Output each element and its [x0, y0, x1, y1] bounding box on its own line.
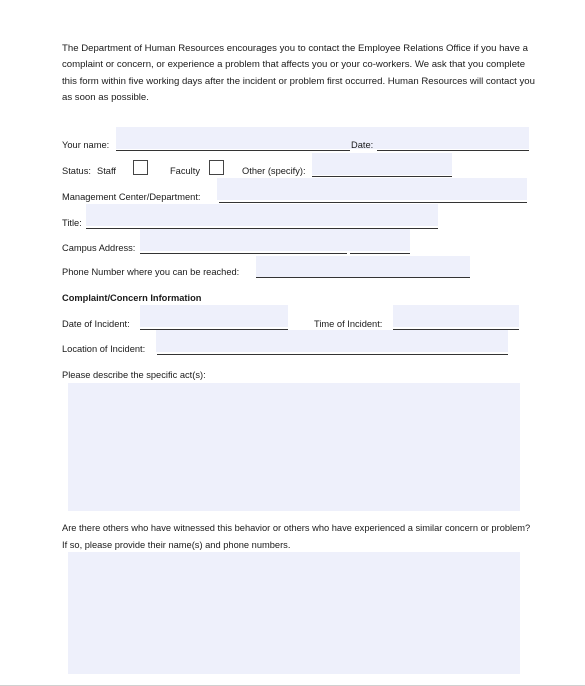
- campus-address-line-1: [140, 253, 347, 254]
- witness-textarea[interactable]: [68, 552, 520, 674]
- faculty-label: Faculty: [170, 166, 200, 176]
- time-of-incident-label: Time of Incident:: [314, 319, 383, 329]
- staff-label: Staff: [97, 166, 116, 176]
- other-specify-label: Other (specify):: [242, 166, 306, 176]
- faculty-checkbox[interactable]: [209, 160, 224, 175]
- title-label: Title:: [62, 218, 82, 228]
- management-label: Management Center/Department:: [62, 192, 201, 202]
- date-label: Date:: [351, 140, 374, 150]
- location-line: [157, 354, 508, 355]
- management-input[interactable]: [217, 178, 527, 200]
- campus-address-label: Campus Address:: [62, 243, 136, 253]
- phone-label: Phone Number where you can be reached:: [62, 267, 240, 277]
- phone-line: [256, 277, 470, 278]
- witness-label: Are there others who have witnessed this behavior or others who have experienced a similar concern or problem? If so, please provide their name(s) and phone numbers.: [62, 523, 531, 550]
- title-input[interactable]: [86, 204, 438, 226]
- your-name-line: [116, 150, 350, 151]
- your-name-label: Your name:: [62, 140, 110, 150]
- campus-address-line-2: [350, 253, 410, 254]
- describe-label: Please describe the specific act(s):: [62, 370, 206, 380]
- other-specify-input[interactable]: [312, 153, 452, 175]
- status-label: Status:: [62, 166, 91, 176]
- other-specify-line: [312, 176, 452, 177]
- intro-paragraph: The Department of Human Resources encourages you to contact the Employee Relations Office if you have a complaint or concern, or experience a problem that affects you or your co-workers. We ask that you complete this form within five working days after the incident or problem first occurred. Human Resources will contact you as soon as possible.: [62, 43, 535, 104]
- management-line: [219, 202, 527, 203]
- location-input[interactable]: [156, 330, 508, 352]
- campus-address-input[interactable]: [140, 229, 410, 251]
- location-label: Location of Incident:: [62, 344, 146, 354]
- complaint-heading: Complaint/Concern Information: [62, 293, 202, 303]
- time-of-incident-input[interactable]: [393, 305, 519, 327]
- date-of-incident-input[interactable]: [140, 305, 288, 327]
- describe-textarea[interactable]: [68, 383, 520, 511]
- your-name-input[interactable]: [116, 127, 529, 149]
- date-of-incident-label: Date of Incident:: [62, 319, 130, 329]
- date-line: [377, 150, 529, 151]
- phone-input[interactable]: [256, 256, 470, 278]
- staff-checkbox[interactable]: [133, 160, 148, 175]
